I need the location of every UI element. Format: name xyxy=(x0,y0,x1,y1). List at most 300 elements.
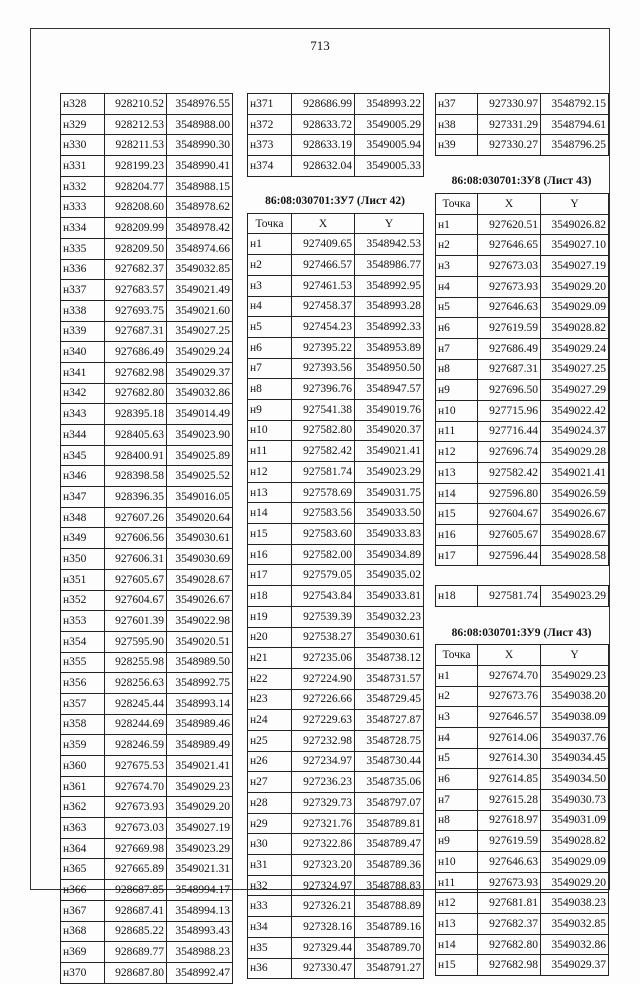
point-id: н14 xyxy=(436,483,478,504)
point-id: н13 xyxy=(436,914,478,935)
y-coordinate: 3548993.28 xyxy=(355,296,424,317)
x-coordinate: 927607.26 xyxy=(105,507,167,528)
y-coordinate: 3548789.16 xyxy=(355,917,424,938)
y-coordinate: 3548953.89 xyxy=(355,337,424,358)
table-row xyxy=(61,135,233,156)
point-id: н341 xyxy=(61,362,105,383)
y-coordinate: 3548994.13 xyxy=(167,900,233,921)
table-row xyxy=(248,156,424,177)
x-coordinate: 927321.76 xyxy=(292,813,355,834)
x-coordinate: 927687.31 xyxy=(105,321,167,342)
point-id: н31 xyxy=(248,855,292,876)
table-row xyxy=(248,606,424,627)
point-id: н10 xyxy=(436,400,478,421)
table-row xyxy=(248,937,424,958)
column-3 xyxy=(435,93,609,976)
y-coordinate: 3549030.61 xyxy=(355,627,424,648)
point-id: н19 xyxy=(248,606,292,627)
y-coordinate: 3548950.50 xyxy=(355,358,424,379)
x-coordinate: 927682.80 xyxy=(478,934,541,955)
point-id: н345 xyxy=(61,445,105,466)
table-row xyxy=(248,135,424,156)
y-coordinate: 3549038.09 xyxy=(541,707,609,728)
header-y: Y xyxy=(541,645,609,666)
point-id: н35 xyxy=(248,937,292,958)
y-coordinate: 3549034.50 xyxy=(541,769,609,790)
x-coordinate: 927330.47 xyxy=(292,958,355,979)
x-coordinate: 927646.63 xyxy=(478,297,541,318)
point-id: н37 xyxy=(436,94,478,115)
x-coordinate: 927578.69 xyxy=(292,482,355,503)
point-id: н365 xyxy=(61,859,105,880)
point-id: н4 xyxy=(436,276,478,297)
x-coordinate: 927232.98 xyxy=(292,730,355,751)
x-coordinate: 927683.57 xyxy=(105,280,167,301)
x-coordinate: 927619.59 xyxy=(478,318,541,339)
table-row xyxy=(61,569,233,590)
table-row xyxy=(61,218,233,239)
y-coordinate: 3549021.41 xyxy=(167,756,233,777)
point-id: н5 xyxy=(436,297,478,318)
table-row xyxy=(436,256,609,277)
x-coordinate: 927226.66 xyxy=(292,689,355,710)
section-title-zu9: 86:08:030701:ЗУ9 (Лист 43) xyxy=(451,627,592,640)
x-coordinate: 927582.80 xyxy=(292,420,355,441)
x-coordinate: 927646.57 xyxy=(478,707,541,728)
x-coordinate: 927614.85 xyxy=(478,769,541,790)
y-coordinate: 3549038.23 xyxy=(541,893,609,914)
header-x: X xyxy=(478,194,541,215)
y-coordinate: 3548993.14 xyxy=(167,693,233,714)
point-id: н352 xyxy=(61,590,105,611)
x-coordinate: 927605.67 xyxy=(478,525,541,546)
table-row xyxy=(248,337,424,358)
table-row xyxy=(61,652,233,673)
x-coordinate: 927541.38 xyxy=(292,399,355,420)
y-coordinate: 3549030.61 xyxy=(167,528,233,549)
y-coordinate: 3548789.47 xyxy=(355,834,424,855)
header-row xyxy=(248,213,424,234)
table-row xyxy=(248,648,424,669)
y-coordinate: 3548730.44 xyxy=(355,751,424,772)
table-row xyxy=(248,234,424,255)
y-coordinate: 3548988.00 xyxy=(167,114,233,135)
point-id: н363 xyxy=(61,818,105,839)
table-row xyxy=(436,831,609,852)
point-id: н11 xyxy=(436,421,478,442)
point-id: н14 xyxy=(436,934,478,955)
table-row xyxy=(248,114,424,135)
table-row xyxy=(436,338,609,359)
x-coordinate: 927596.80 xyxy=(478,483,541,504)
x-coordinate: 928398.58 xyxy=(105,466,167,487)
point-id: н339 xyxy=(61,321,105,342)
point-id: н366 xyxy=(61,880,105,901)
table-row xyxy=(61,921,233,942)
table-row xyxy=(61,549,233,570)
y-coordinate: 3548729.45 xyxy=(355,689,424,710)
point-id: н28 xyxy=(248,793,292,814)
table-row xyxy=(436,686,609,707)
x-coordinate: 927646.65 xyxy=(478,235,541,256)
x-coordinate: 927330.97 xyxy=(478,94,541,115)
point-id: н27 xyxy=(248,772,292,793)
point-id: н362 xyxy=(61,797,105,818)
x-coordinate: 928633.72 xyxy=(292,114,355,135)
y-coordinate: 3549005.29 xyxy=(355,114,424,135)
table-row xyxy=(436,893,609,914)
x-coordinate: 928396.35 xyxy=(105,487,167,508)
y-coordinate: 3549029.23 xyxy=(167,776,233,797)
coordinates-table-zu8-extra xyxy=(435,585,609,607)
header-x: X xyxy=(478,645,541,666)
table-row xyxy=(61,611,233,632)
table-row xyxy=(61,425,233,446)
y-coordinate: 3549029.37 xyxy=(167,362,233,383)
point-id: н5 xyxy=(436,748,478,769)
y-coordinate: 3548988.15 xyxy=(167,176,233,197)
x-coordinate: 927583.60 xyxy=(292,524,355,545)
y-coordinate: 3549032.85 xyxy=(541,914,609,935)
coordinates-table-zu9 xyxy=(435,644,609,976)
table-row xyxy=(248,855,424,876)
header-row xyxy=(436,645,609,666)
page-number: 713 xyxy=(310,38,330,53)
point-id: н338 xyxy=(61,300,105,321)
y-coordinate: 3549033.81 xyxy=(355,586,424,607)
table-row xyxy=(248,441,424,462)
y-coordinate: 3549029.09 xyxy=(541,852,609,873)
table-row xyxy=(61,321,233,342)
table-row xyxy=(436,586,609,607)
x-coordinate: 927323.20 xyxy=(292,855,355,876)
x-coordinate: 927409.65 xyxy=(292,234,355,255)
x-coordinate: 927675.53 xyxy=(105,756,167,777)
y-coordinate: 3549030.69 xyxy=(167,549,233,570)
point-id: н23 xyxy=(248,689,292,710)
point-id: н342 xyxy=(61,383,105,404)
x-coordinate: 927229.63 xyxy=(292,710,355,731)
y-coordinate: 3548978.42 xyxy=(167,218,233,239)
x-coordinate: 927674.70 xyxy=(478,665,541,686)
x-coordinate: 928211.53 xyxy=(105,135,167,156)
x-coordinate: 928633.19 xyxy=(292,135,355,156)
x-coordinate: 927673.93 xyxy=(478,276,541,297)
coordinates-table-1 xyxy=(60,93,233,984)
y-coordinate: 3549025.52 xyxy=(167,466,233,487)
y-coordinate: 3549032.86 xyxy=(541,934,609,955)
table-row xyxy=(248,317,424,338)
point-id: н15 xyxy=(248,524,292,545)
y-coordinate: 3549029.24 xyxy=(541,338,609,359)
point-id: н332 xyxy=(61,176,105,197)
point-id: н8 xyxy=(248,379,292,400)
x-coordinate: 928208.60 xyxy=(105,197,167,218)
table-row xyxy=(61,280,233,301)
x-coordinate: 927682.37 xyxy=(478,914,541,935)
table-row xyxy=(248,420,424,441)
y-coordinate: 3548797.07 xyxy=(355,793,424,814)
table-row xyxy=(436,852,609,873)
x-coordinate: 928244.69 xyxy=(105,714,167,735)
point-id: н7 xyxy=(436,338,478,359)
header-point: Точка xyxy=(248,213,292,234)
table-row xyxy=(248,689,424,710)
table-row xyxy=(61,528,233,549)
y-coordinate: 3549024.37 xyxy=(541,421,609,442)
point-id: н7 xyxy=(436,789,478,810)
y-coordinate: 3549020.64 xyxy=(167,507,233,528)
table-row xyxy=(436,114,609,135)
point-id: н26 xyxy=(248,751,292,772)
y-coordinate: 3548992.95 xyxy=(355,275,424,296)
y-coordinate: 3548792.15 xyxy=(541,94,609,115)
y-coordinate: 3549022.98 xyxy=(167,611,233,632)
y-coordinate: 3549029.20 xyxy=(541,872,609,893)
x-coordinate: 927605.67 xyxy=(105,569,167,590)
x-coordinate: 927619.59 xyxy=(478,831,541,852)
y-coordinate: 3548789.81 xyxy=(355,813,424,834)
table-row xyxy=(436,810,609,831)
table-row xyxy=(436,359,609,380)
point-id: н9 xyxy=(436,831,478,852)
point-id: н343 xyxy=(61,404,105,425)
y-coordinate: 3548993.22 xyxy=(355,94,424,115)
y-coordinate: 3549029.20 xyxy=(167,797,233,818)
point-id: н357 xyxy=(61,693,105,714)
x-coordinate: 928246.59 xyxy=(105,735,167,756)
x-coordinate: 927235.06 xyxy=(292,648,355,669)
point-id: н370 xyxy=(61,962,105,983)
y-coordinate: 3548992.33 xyxy=(355,317,424,338)
y-coordinate: 3549023.90 xyxy=(167,425,233,446)
table-row xyxy=(436,955,609,976)
x-coordinate: 927538.27 xyxy=(292,627,355,648)
table-row xyxy=(61,797,233,818)
point-id: н22 xyxy=(248,668,292,689)
x-coordinate: 927581.74 xyxy=(292,462,355,483)
coordinates-table-zu8 xyxy=(435,193,609,566)
x-coordinate: 927618.97 xyxy=(478,810,541,831)
x-coordinate: 927665.89 xyxy=(105,859,167,880)
x-coordinate: 927234.97 xyxy=(292,751,355,772)
table-row xyxy=(436,789,609,810)
x-coordinate: 927681.81 xyxy=(478,893,541,914)
point-id: н356 xyxy=(61,673,105,694)
table-row xyxy=(61,859,233,880)
point-id: н33 xyxy=(248,896,292,917)
table-row xyxy=(248,772,424,793)
x-coordinate: 927582.42 xyxy=(292,441,355,462)
y-coordinate: 3549025.89 xyxy=(167,445,233,466)
x-coordinate: 927330.27 xyxy=(478,135,541,156)
y-coordinate: 3549029.24 xyxy=(167,342,233,363)
point-id: н17 xyxy=(248,565,292,586)
point-id: н39 xyxy=(436,135,478,156)
point-id: н335 xyxy=(61,238,105,259)
point-id: н25 xyxy=(248,730,292,751)
table-row xyxy=(436,545,609,566)
section-title-zu7: 86:08:030701:ЗУ7 (Лист 42) xyxy=(265,194,405,207)
point-id: н364 xyxy=(61,838,105,859)
table-row xyxy=(248,834,424,855)
x-coordinate: 928245.44 xyxy=(105,693,167,714)
x-coordinate: 927331.29 xyxy=(478,114,541,135)
point-id: н16 xyxy=(248,544,292,565)
table-row xyxy=(61,962,233,983)
x-coordinate: 928687.85 xyxy=(105,880,167,901)
table-row xyxy=(436,421,609,442)
point-id: н340 xyxy=(61,342,105,363)
x-coordinate: 927236.23 xyxy=(292,772,355,793)
table-row xyxy=(61,259,233,280)
y-coordinate: 3548993.43 xyxy=(167,921,233,942)
header-point: Точка xyxy=(436,194,478,215)
x-coordinate: 927604.67 xyxy=(478,504,541,525)
y-coordinate: 3549020.37 xyxy=(355,420,424,441)
y-coordinate: 3548990.41 xyxy=(167,156,233,177)
x-coordinate: 927682.80 xyxy=(105,383,167,404)
table-row xyxy=(248,813,424,834)
y-coordinate: 3549026.82 xyxy=(541,214,609,235)
y-coordinate: 3548994.17 xyxy=(167,880,233,901)
y-coordinate: 3549026.67 xyxy=(541,504,609,525)
x-coordinate: 927686.49 xyxy=(105,342,167,363)
header-y: Y xyxy=(541,194,609,215)
x-coordinate: 928256.63 xyxy=(105,673,167,694)
table-row xyxy=(61,590,233,611)
table-row xyxy=(61,466,233,487)
x-coordinate: 928689.77 xyxy=(105,942,167,963)
point-id: н371 xyxy=(248,94,292,115)
y-coordinate: 3548986.77 xyxy=(355,255,424,276)
y-coordinate: 3549026.67 xyxy=(167,590,233,611)
column-2 xyxy=(247,93,424,979)
y-coordinate: 3549021.41 xyxy=(355,441,424,462)
y-coordinate: 3549027.19 xyxy=(541,256,609,277)
x-coordinate: 927581.74 xyxy=(478,586,541,607)
y-coordinate: 3549028.67 xyxy=(541,525,609,546)
point-id: н351 xyxy=(61,569,105,590)
y-coordinate: 3549037.76 xyxy=(541,727,609,748)
y-coordinate: 3548988.23 xyxy=(167,942,233,963)
table-row xyxy=(61,445,233,466)
point-id: н17 xyxy=(436,545,478,566)
x-coordinate: 928395.18 xyxy=(105,404,167,425)
point-id: н361 xyxy=(61,776,105,797)
point-id: н331 xyxy=(61,156,105,177)
table-row xyxy=(436,748,609,769)
table-row xyxy=(61,383,233,404)
x-coordinate: 927669.98 xyxy=(105,838,167,859)
table-row xyxy=(436,297,609,318)
table-row xyxy=(61,238,233,259)
y-coordinate: 3548990.30 xyxy=(167,135,233,156)
point-id: н4 xyxy=(436,727,478,748)
x-coordinate: 927458.37 xyxy=(292,296,355,317)
point-id: н15 xyxy=(436,955,478,976)
table-row xyxy=(248,379,424,400)
point-id: н16 xyxy=(436,525,478,546)
x-coordinate: 927673.03 xyxy=(105,818,167,839)
point-id: н38 xyxy=(436,114,478,135)
y-coordinate: 3549028.82 xyxy=(541,318,609,339)
x-coordinate: 928687.41 xyxy=(105,900,167,921)
y-coordinate: 3549033.83 xyxy=(355,524,424,545)
x-coordinate: 927601.39 xyxy=(105,611,167,632)
point-id: н3 xyxy=(248,275,292,296)
table-row xyxy=(248,358,424,379)
table-row xyxy=(61,342,233,363)
y-coordinate: 3548989.46 xyxy=(167,714,233,735)
table-row xyxy=(61,818,233,839)
table-row xyxy=(436,504,609,525)
x-coordinate: 927614.30 xyxy=(478,748,541,769)
x-coordinate: 928686.99 xyxy=(292,94,355,115)
y-coordinate: 3549031.09 xyxy=(541,810,609,831)
point-id: н1 xyxy=(436,214,478,235)
point-id: н2 xyxy=(436,686,478,707)
x-coordinate: 927673.93 xyxy=(478,872,541,893)
table-row xyxy=(61,756,233,777)
table-row xyxy=(248,544,424,565)
y-coordinate: 3548989.49 xyxy=(167,735,233,756)
x-coordinate: 927224.90 xyxy=(292,668,355,689)
table-row xyxy=(61,880,233,901)
y-coordinate: 3549020.51 xyxy=(167,631,233,652)
table-row xyxy=(61,507,233,528)
table-row xyxy=(436,135,609,156)
y-coordinate: 3549023.29 xyxy=(355,462,424,483)
table-row xyxy=(436,276,609,297)
y-coordinate: 3548947.57 xyxy=(355,379,424,400)
y-coordinate: 3549027.25 xyxy=(167,321,233,342)
table-row xyxy=(436,94,609,115)
point-id: н369 xyxy=(61,942,105,963)
point-id: н3 xyxy=(436,707,478,728)
point-id: н18 xyxy=(248,586,292,607)
point-id: н36 xyxy=(248,958,292,979)
x-coordinate: 927614.06 xyxy=(478,727,541,748)
y-coordinate: 3548738.12 xyxy=(355,648,424,669)
point-id: н6 xyxy=(436,318,478,339)
point-id: н18 xyxy=(436,586,478,607)
y-coordinate: 3549035.02 xyxy=(355,565,424,586)
x-coordinate: 927606.31 xyxy=(105,549,167,570)
x-coordinate: 927329.73 xyxy=(292,793,355,814)
point-id: н24 xyxy=(248,710,292,731)
table-row xyxy=(61,673,233,694)
point-id: н32 xyxy=(248,875,292,896)
table-row xyxy=(248,275,424,296)
y-coordinate: 3549014.49 xyxy=(167,404,233,425)
point-id: н15 xyxy=(436,504,478,525)
point-id: н333 xyxy=(61,197,105,218)
column-1 xyxy=(60,93,233,984)
table-row xyxy=(61,156,233,177)
y-coordinate: 3549023.29 xyxy=(167,838,233,859)
point-id: н354 xyxy=(61,631,105,652)
table-row xyxy=(248,524,424,545)
table-row xyxy=(248,94,424,115)
y-coordinate: 3549032.85 xyxy=(167,259,233,280)
y-coordinate: 3549028.67 xyxy=(167,569,233,590)
header-point: Точка xyxy=(436,645,478,666)
point-id: н8 xyxy=(436,810,478,831)
point-id: н360 xyxy=(61,756,105,777)
x-coordinate: 927606.56 xyxy=(105,528,167,549)
y-coordinate: 3549033.50 xyxy=(355,503,424,524)
